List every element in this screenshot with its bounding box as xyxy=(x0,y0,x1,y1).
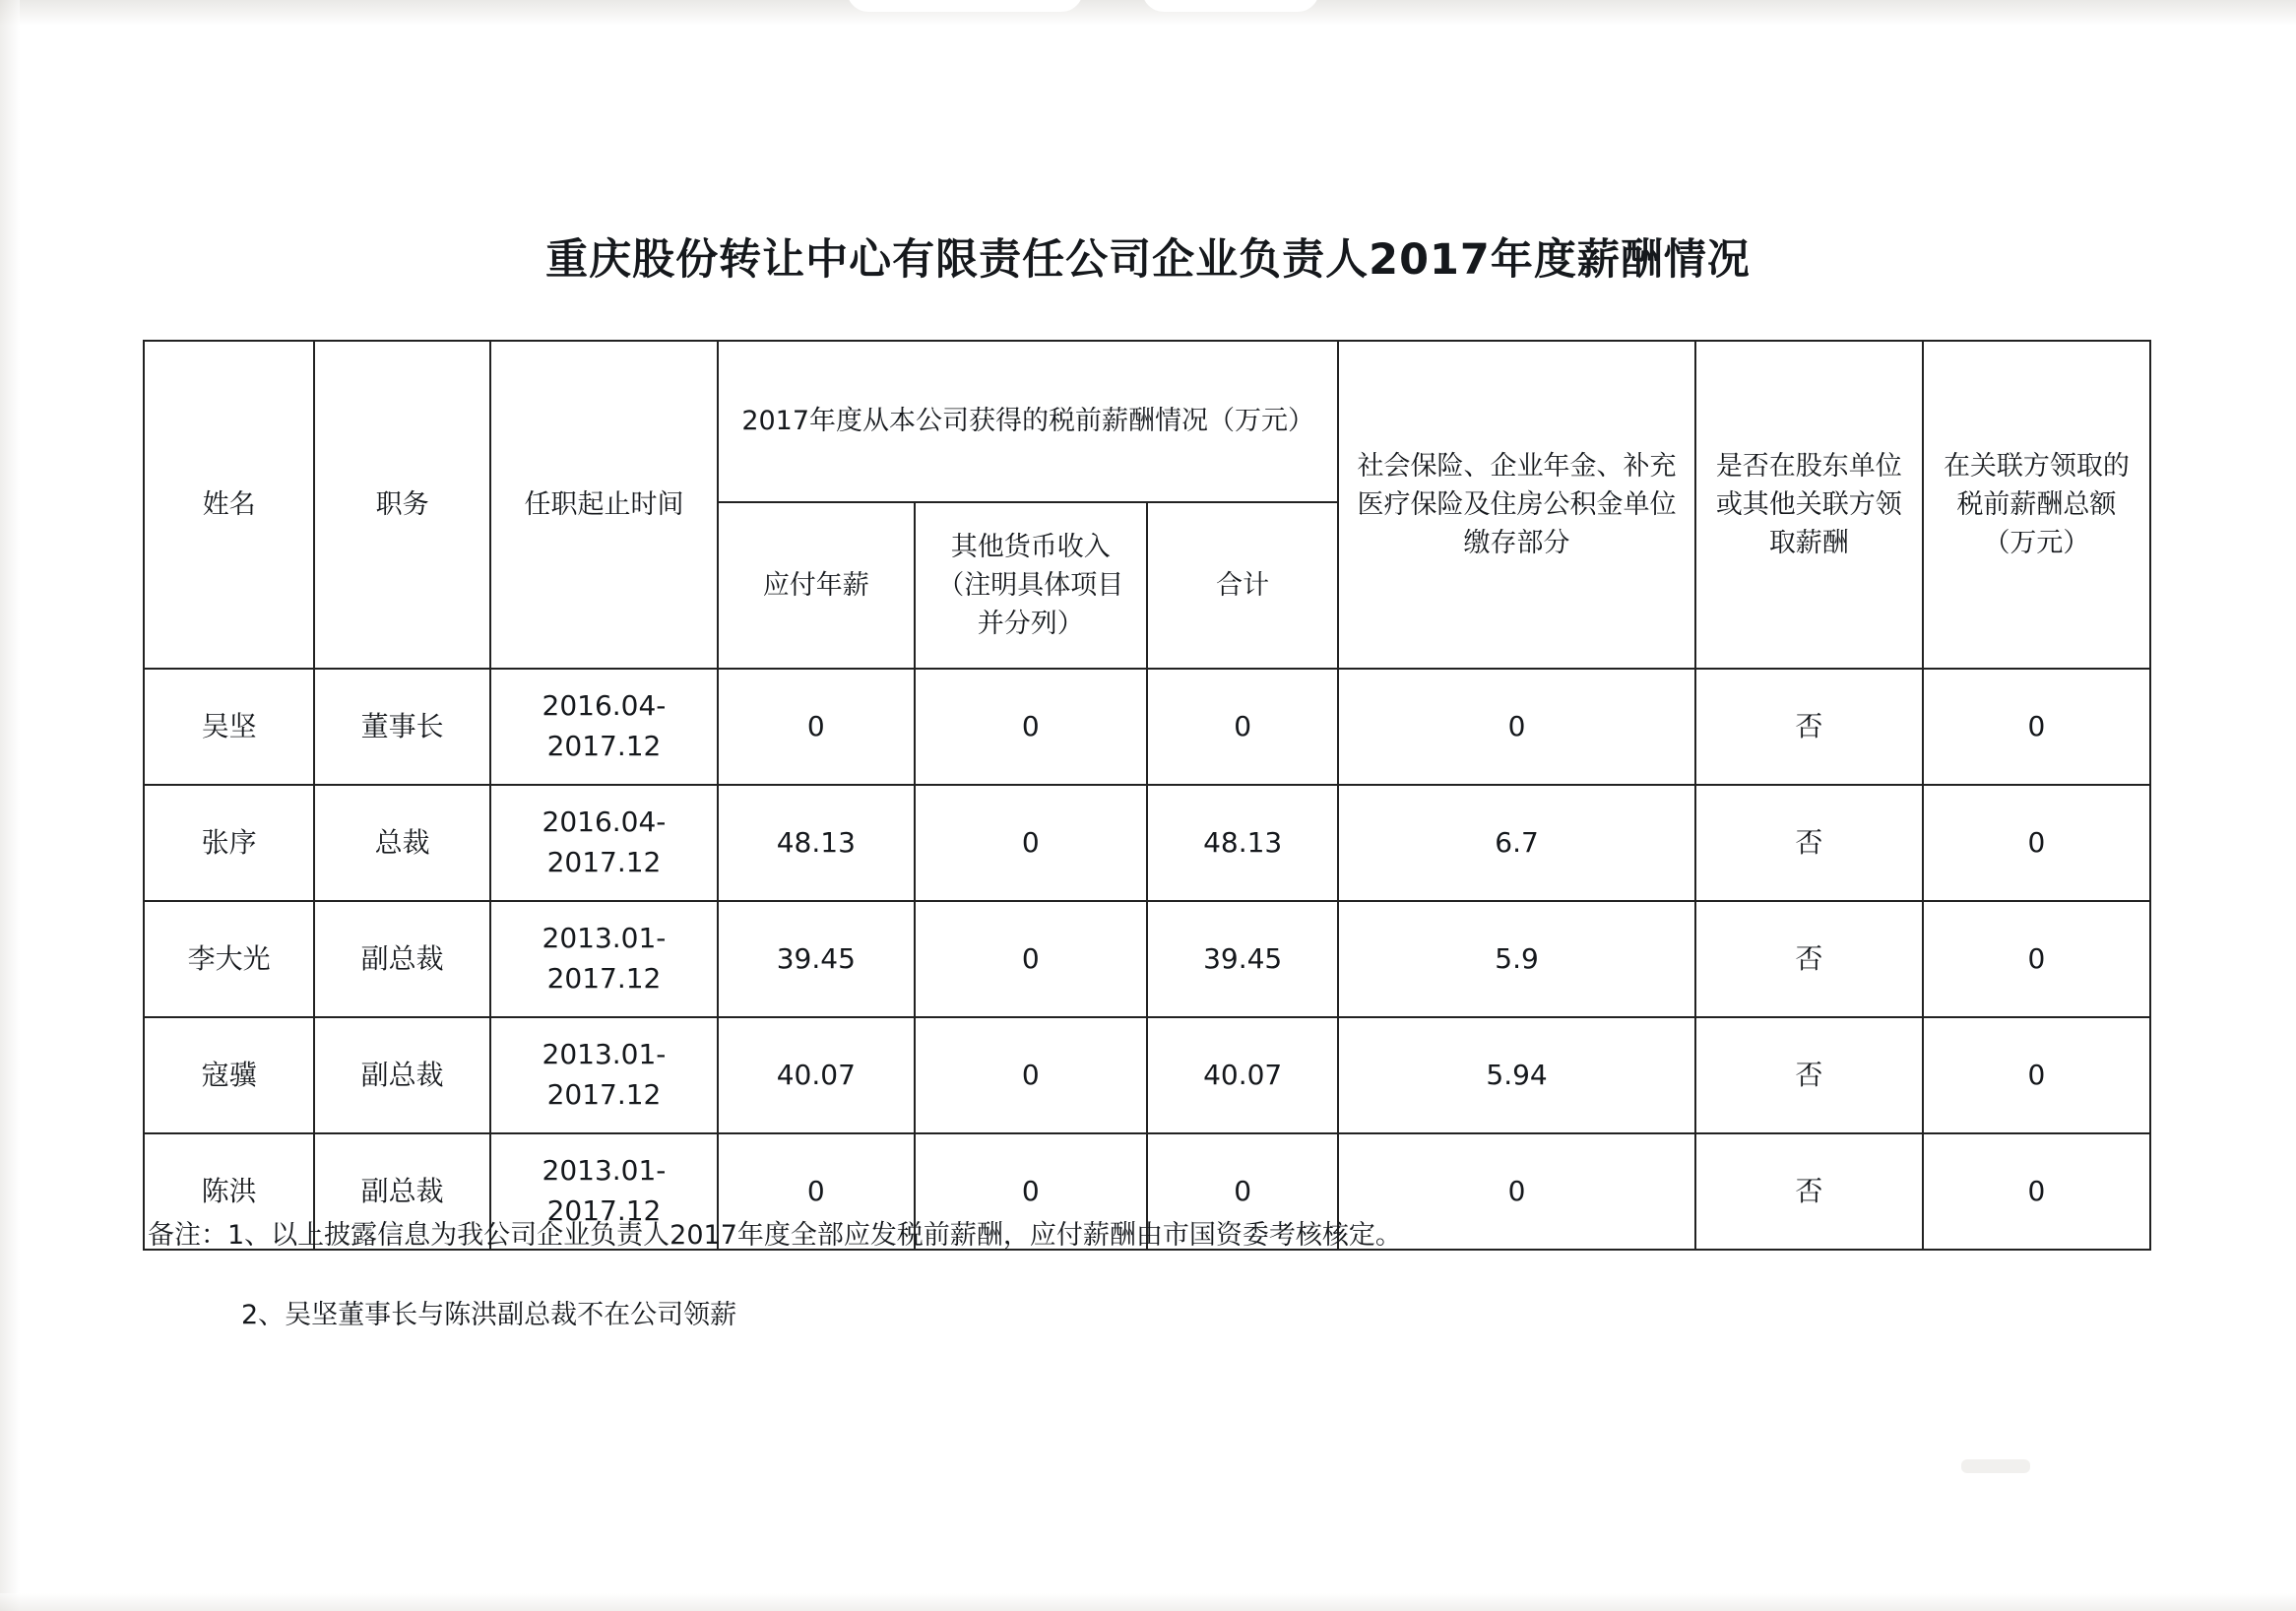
table-header-row-1 xyxy=(144,341,2150,502)
cell-name: 陈洪 xyxy=(144,1133,314,1250)
cell-position: 副总裁 xyxy=(314,1017,490,1133)
cell-term: 2013.01-2017.12 xyxy=(490,901,718,1017)
cell-other-income: 0 xyxy=(915,901,1147,1017)
table-row xyxy=(144,669,2150,785)
table-row xyxy=(144,901,2150,1017)
header-position: 职务 xyxy=(314,341,490,669)
cell-social-insurance: 0 xyxy=(1338,669,1694,785)
cell-name: 张序 xyxy=(144,785,314,901)
notes-section xyxy=(148,1216,2117,1375)
table-row xyxy=(144,785,2150,901)
cell-subtotal: 39.45 xyxy=(1147,901,1338,1017)
header-from-shareholder: 是否在股东单位或其他关联方领取薪酬 xyxy=(1695,341,1923,669)
scan-artifact xyxy=(1961,1459,2030,1473)
cell-name: 寇骥 xyxy=(144,1017,314,1133)
cell-from-shareholder: 否 xyxy=(1695,785,1923,901)
table-row xyxy=(144,1017,2150,1133)
cell-related-party-total: 0 xyxy=(1923,1133,2150,1250)
cell-other-income: 0 xyxy=(915,785,1147,901)
cell-payable-salary: 48.13 xyxy=(718,785,915,901)
cell-position: 副总裁 xyxy=(314,901,490,1017)
note-line-1: 备注：1、以上披露信息为我公司企业负责人2017年度全部应发税前薪酬，应付薪酬由市国资委考核核定。 xyxy=(148,1220,1402,1251)
cell-subtotal: 40.07 xyxy=(1147,1017,1338,1133)
header-subtotal: 合计 xyxy=(1147,502,1338,669)
cell-subtotal: 48.13 xyxy=(1147,785,1338,901)
cell-from-shareholder: 否 xyxy=(1695,669,1923,785)
header-term: 任职起止时间 xyxy=(490,341,718,669)
cell-social-insurance: 0 xyxy=(1338,1133,1694,1250)
cell-payable-salary: 39.45 xyxy=(718,901,915,1017)
header-payable-salary: 应付年薪 xyxy=(718,502,915,669)
cell-related-party-total: 0 xyxy=(1923,785,2150,901)
cell-related-party-total: 0 xyxy=(1923,1017,2150,1133)
cell-other-income: 0 xyxy=(915,1133,1147,1250)
cell-name: 吴坚 xyxy=(144,669,314,785)
page-title: 重庆股份转让中心有限责任公司企业负责人2017年度薪酬情况 xyxy=(545,235,1751,285)
cell-name: 李大光 xyxy=(144,901,314,1017)
header-other-income: 其他货币收入（注明具体项目并分列） xyxy=(915,502,1147,669)
cell-payable-salary: 0 xyxy=(718,1133,915,1250)
cell-from-shareholder: 否 xyxy=(1695,901,1923,1017)
cell-from-shareholder: 否 xyxy=(1695,1133,1923,1250)
header-related-party-total: 在关联方领取的税前薪酬总额（万元） xyxy=(1923,341,2150,669)
cell-related-party-total: 0 xyxy=(1923,669,2150,785)
header-name: 姓名 xyxy=(144,341,314,669)
note-line-2: 2、吴坚董事长与陈洪副总裁不在公司领薪 xyxy=(241,1299,737,1330)
cell-position: 副总裁 xyxy=(314,1133,490,1250)
cell-social-insurance: 5.9 xyxy=(1338,901,1694,1017)
cell-payable-salary: 0 xyxy=(718,669,915,785)
cell-payable-salary: 40.07 xyxy=(718,1017,915,1133)
cell-other-income: 0 xyxy=(915,669,1147,785)
cell-social-insurance: 6.7 xyxy=(1338,785,1694,901)
cell-subtotal: 0 xyxy=(1147,1133,1338,1250)
cell-term: 2013.01-2017.12 xyxy=(490,1017,718,1133)
cell-social-insurance: 5.94 xyxy=(1338,1017,1694,1133)
cell-term: 2013.01-2017.12 xyxy=(490,1133,718,1250)
header-pretax-group: 2017年度从本公司获得的税前薪酬情况（万元） xyxy=(718,341,1338,502)
cell-position: 总裁 xyxy=(314,785,490,901)
cell-subtotal: 0 xyxy=(1147,669,1338,785)
cell-term: 2016.04-2017.12 xyxy=(490,669,718,785)
salary-disclosure-table xyxy=(143,340,2151,1251)
cell-from-shareholder: 否 xyxy=(1695,1017,1923,1133)
cell-term: 2016.04-2017.12 xyxy=(490,785,718,901)
cell-related-party-total: 0 xyxy=(1923,901,2150,1017)
header-social-insurance: 社会保险、企业年金、补充医疗保险及住房公积金单位缴存部分 xyxy=(1338,341,1694,669)
cell-other-income: 0 xyxy=(915,1017,1147,1133)
cell-position: 董事长 xyxy=(314,669,490,785)
